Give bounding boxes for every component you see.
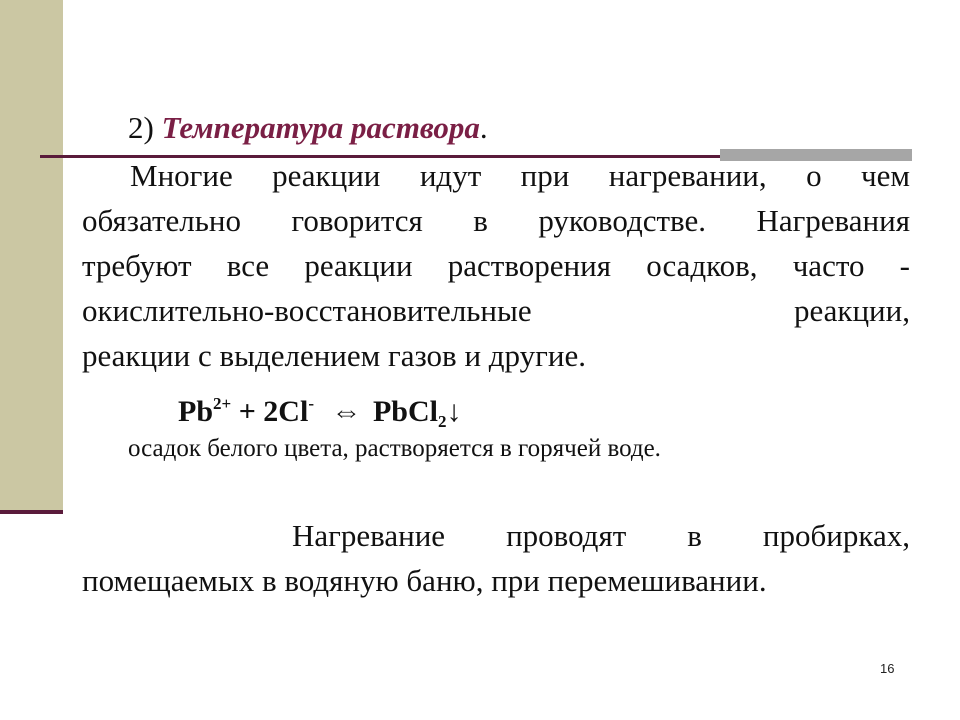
paragraph-line: окислительно-восстановительные реакции, [82, 293, 910, 328]
heating-paragraph [82, 153, 910, 378]
procedure-paragraph [82, 513, 910, 603]
paragraph-line: Многие реакции идут при нагревании, о чем [130, 158, 910, 193]
side-panel [0, 0, 63, 512]
heading-number: 2) [128, 110, 154, 145]
precipitate-arrow-icon: ↓ [446, 395, 462, 428]
heading-emphasis: Температура раствора [161, 110, 480, 145]
page-number: 16 [880, 661, 895, 676]
ion-lead: Pb [178, 395, 214, 428]
heading-end: . [479, 110, 488, 145]
ion-chloride-charge: - [308, 394, 314, 413]
section-heading [128, 108, 488, 148]
product-subscript: 2 [438, 412, 447, 431]
equilibrium-arrow-icon: ⇔ [331, 395, 362, 428]
paragraph-line: обязательно говорится в руководстве. Нагревания [82, 203, 910, 238]
paragraph-line: Нагревание проводят в пробирках, [292, 518, 910, 553]
paragraph-line: реакции с выделением газов и другие. [82, 338, 586, 373]
side-divider [0, 510, 63, 514]
paragraph-line: требуют все реакции растворения осадков, часто - [82, 248, 910, 283]
precipitate-note: осадок белого цвета, растворяется в горячей воде. [128, 435, 661, 462]
product: PbCl [372, 395, 438, 428]
ion-chloride: + 2Cl [238, 395, 309, 428]
paragraph-line: помещаемых в водяную баню, при перемешивании. [82, 563, 767, 598]
ion-lead-charge: 2+ [213, 394, 232, 413]
